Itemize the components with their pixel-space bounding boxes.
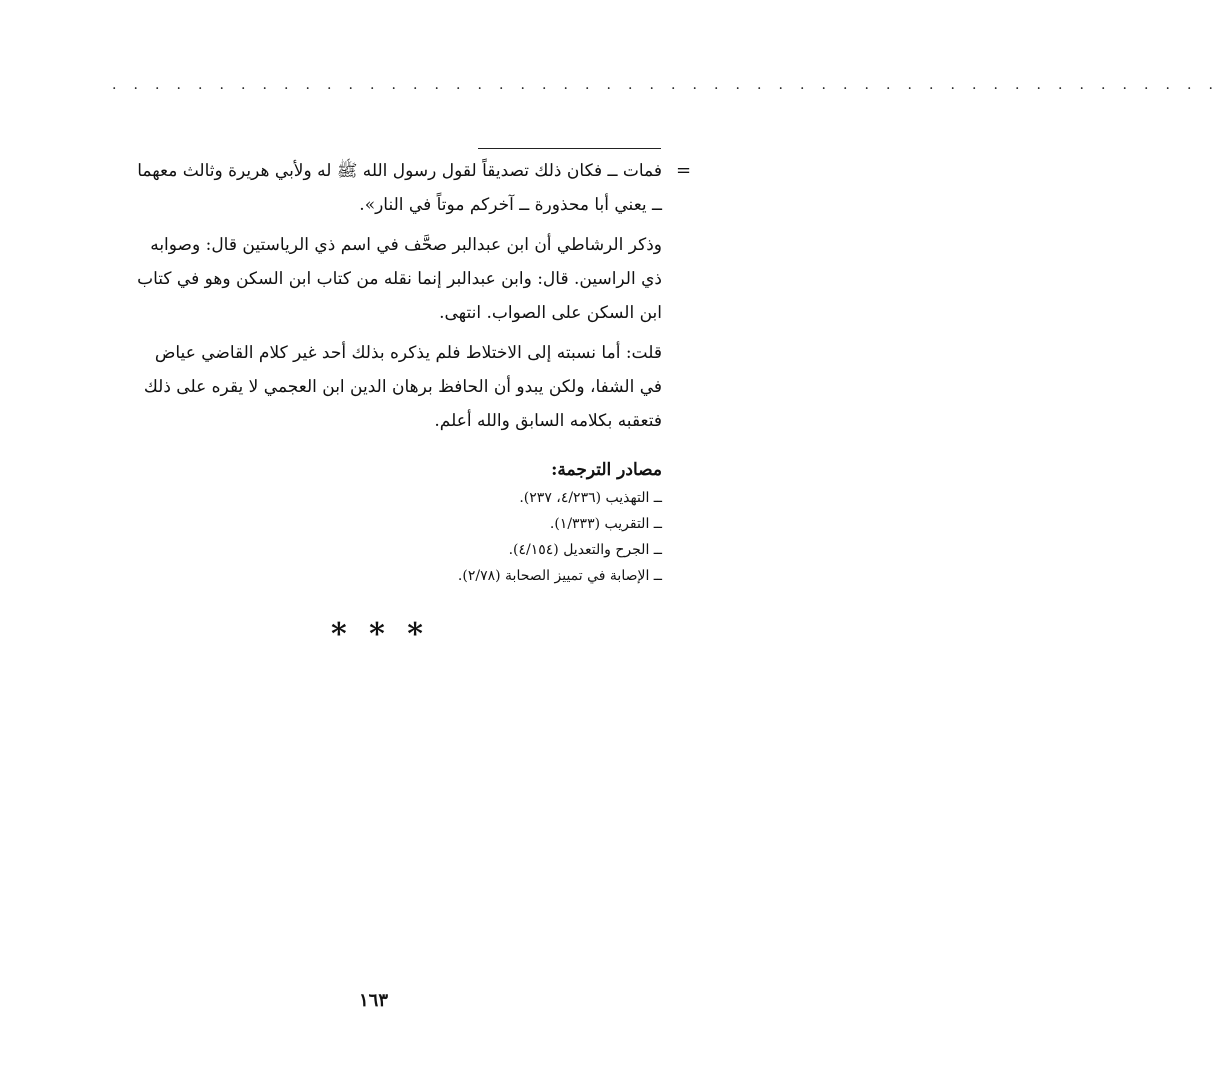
sources-section	[300, 455, 662, 589]
sources-title: مصادر الترجمة:	[551, 460, 662, 480]
header-dotted-line: . . . . . . . . . . . . . . . . . . . . . . . . . . . . . . . . . . . . . . . . . . . . . . . . . . . .	[112, 77, 1219, 93]
footnote-separator-rule	[478, 148, 661, 149]
paragraph-line: ذي الراسين. قال: وابن عبدالبر إنما نقله من كتاب ابن السكن وهو في كتاب	[137, 269, 662, 289]
source-item: ــ التهذيب (٤/٢٣٦، ٢٣٧).	[519, 490, 662, 506]
paragraph-line: في الشفا، ولكن يبدو أن الحافظ برهان الدين ابن العجمي لا يقره على ذلك	[143, 377, 662, 397]
paragraph-line: ــ يعني أبا محذورة ــ آخركم موتاً في النار».	[359, 195, 662, 215]
paragraph-line: قلت: أما نسبته إلى الاختلاط فلم يذكره بذلك أحد غير كلام القاضي عياض	[154, 343, 662, 363]
paragraph-rushati-note	[100, 228, 662, 330]
paragraph-line: فتعقبه بكلامه السابق والله أعلم.	[434, 411, 662, 431]
footnote-body	[100, 154, 662, 444]
continuation-mark: =	[676, 160, 692, 181]
paragraph-author-comment	[100, 336, 662, 438]
section-separator-stars: * * *	[331, 617, 429, 652]
paragraph-line: ابن السكن على الصواب. انتهى.	[439, 303, 662, 323]
paragraph-death-narration	[100, 154, 662, 222]
paragraph-line: وذكر الرشاطي أن ابن عبدالبر صحَّف في اسم ذي الرياستين قال: وصوابه	[150, 235, 662, 255]
paragraph-line: فمات ــ فكان ذلك تصديقاً لقول رسول الله ﷺ له ولأبي هريرة وثالث معهما	[137, 161, 662, 181]
sources-list	[300, 485, 662, 589]
source-item: ــ التقريب (١/٣٣٣).	[549, 516, 662, 532]
source-item: ــ الجرح والتعديل (٤/١٥٤).	[508, 542, 662, 558]
page-number: ١٦٣	[358, 990, 388, 1011]
source-item: ــ الإصابة في تمييز الصحابة (٢/٧٨).	[457, 568, 662, 584]
